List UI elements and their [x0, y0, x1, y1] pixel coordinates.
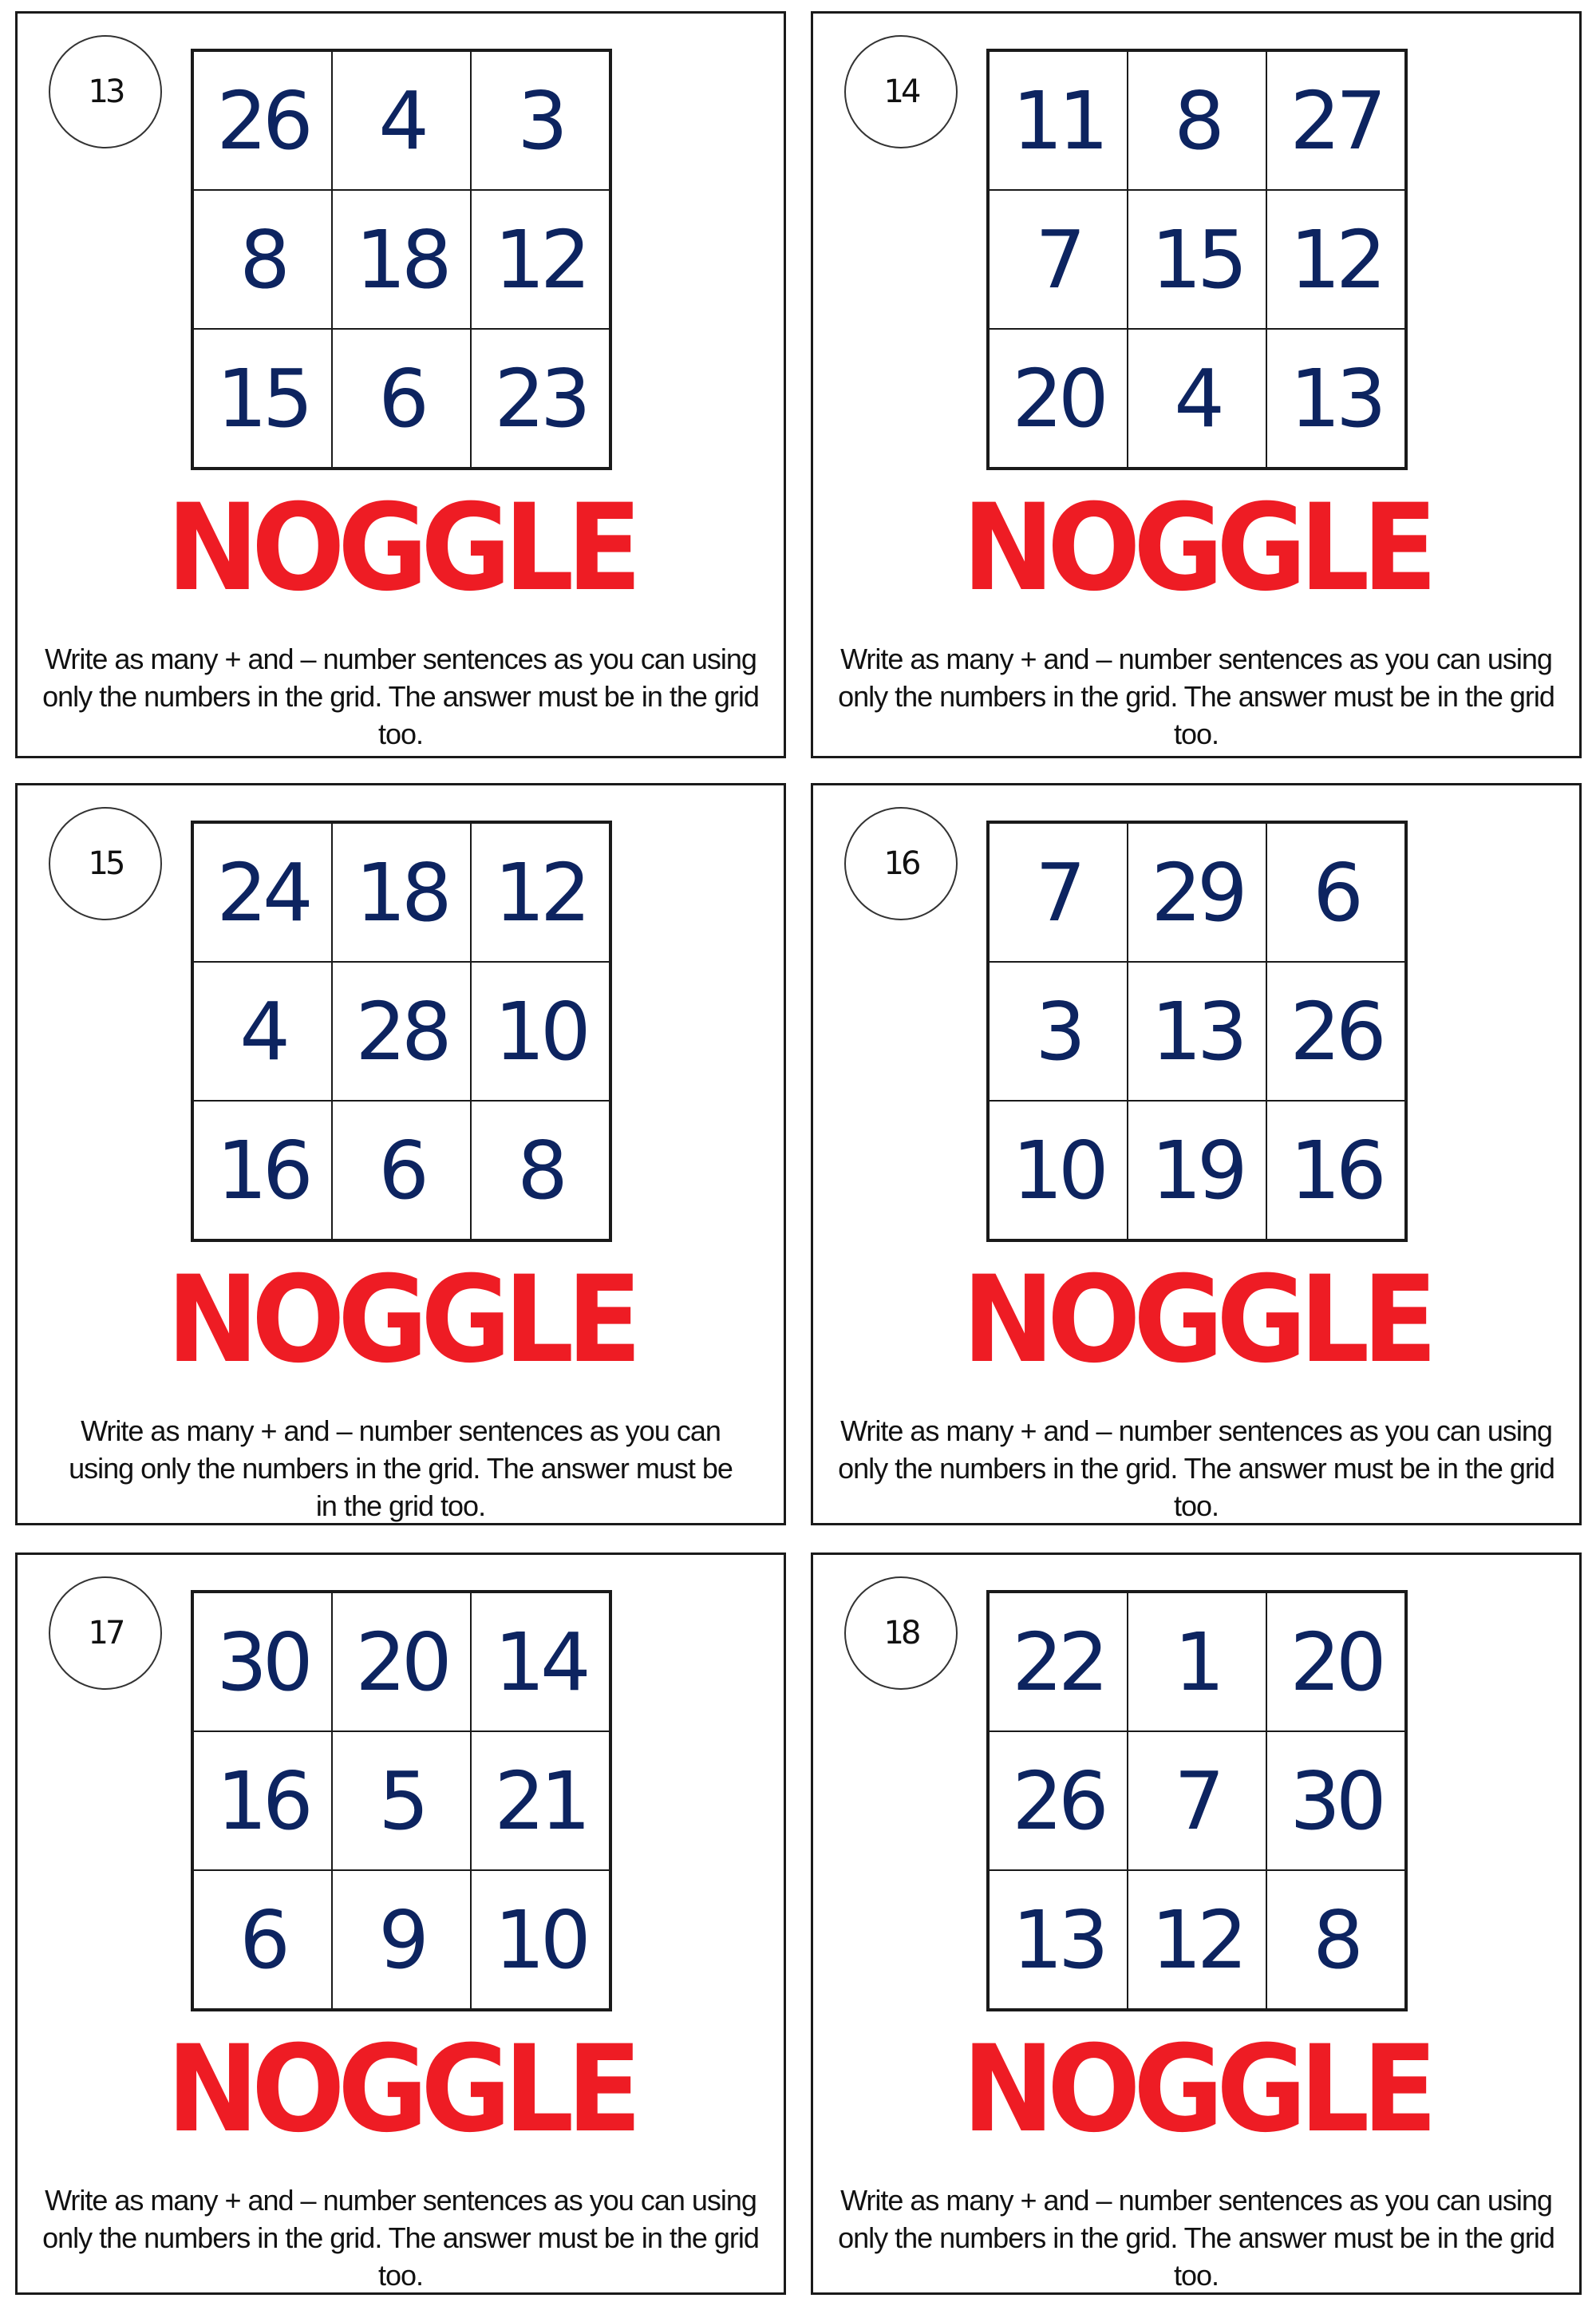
card-number-badge: 16: [844, 807, 958, 920]
instruction-text: Write as many + and – number sentences as you can using only the numbers in the grid. The answer must be in the grid too.: [42, 643, 759, 750]
grid-cell: 20: [332, 1592, 471, 1731]
grid-cell: 3: [471, 51, 610, 190]
grid-cell: 8: [193, 190, 332, 329]
grid-cell: 26: [989, 1731, 1128, 1870]
grid-cell: 12: [1128, 1870, 1266, 2009]
grid-cell: 13: [1128, 962, 1266, 1101]
grid-cell: 16: [1266, 1101, 1405, 1240]
grid-cell: 13: [1266, 329, 1405, 468]
noggle-card-13: [15, 11, 786, 758]
grid-cell: 8: [1266, 1870, 1405, 2009]
grid-cell: 4: [1128, 329, 1266, 468]
grid-cell: 26: [193, 51, 332, 190]
noggle-title: NOGGLE: [962, 2020, 1431, 2159]
grid-cell: 6: [193, 1870, 332, 2009]
grid-cell: 19: [1128, 1101, 1266, 1240]
grid-cell: 18: [332, 190, 471, 329]
grid-cell: 15: [193, 329, 332, 468]
instruction-text: Write as many + and – number sentences as you can using only the numbers in the grid. The answer must be in the grid too.: [69, 1414, 733, 1522]
noggle-card-16: [811, 783, 1582, 1525]
grid-cell: 10: [471, 1870, 610, 2009]
number-grid: [191, 821, 612, 1242]
grid-cell: 18: [332, 823, 471, 962]
noggle-card-17: [15, 1552, 786, 2295]
grid-cell: 12: [1266, 190, 1405, 329]
grid-cell: 24: [193, 823, 332, 962]
grid-cell: 4: [193, 962, 332, 1101]
noggle-title: NOGGLE: [166, 1251, 635, 1390]
grid-cell: 8: [1128, 51, 1266, 190]
grid-cell: 29: [1128, 823, 1266, 962]
noggle-title: NOGGLE: [166, 479, 635, 618]
grid-cell: 16: [193, 1731, 332, 1870]
card-number-badge: 18: [844, 1576, 958, 1690]
grid-cell: 8: [471, 1101, 610, 1240]
grid-cell: 4: [332, 51, 471, 190]
grid-cell: 21: [471, 1731, 610, 1870]
number-grid: [986, 821, 1408, 1242]
grid-cell: 6: [1266, 823, 1405, 962]
noggle-title: NOGGLE: [962, 479, 1431, 618]
grid-cell: 15: [1128, 190, 1266, 329]
grid-cell: 26: [1266, 962, 1405, 1101]
noggle-title: NOGGLE: [962, 1251, 1431, 1390]
grid-cell: 28: [332, 962, 471, 1101]
grid-cell: 22: [989, 1592, 1128, 1731]
noggle-title: NOGGLE: [166, 2020, 635, 2159]
grid-cell: 1: [1128, 1592, 1266, 1731]
grid-cell: 6: [332, 329, 471, 468]
grid-cell: 7: [989, 190, 1128, 329]
grid-cell: 6: [332, 1101, 471, 1240]
grid-cell: 16: [193, 1101, 332, 1240]
grid-cell: 9: [332, 1870, 471, 2009]
instruction-text: Write as many + and – number sentences as you can using only the numbers in the grid. The answer must be in the grid too.: [42, 2184, 759, 2292]
instruction-text: Write as many + and – number sentences as you can using only the numbers in the grid. The answer must be in the grid too.: [838, 643, 1555, 750]
number-grid: [986, 49, 1408, 470]
grid-cell: 12: [471, 190, 610, 329]
grid-cell: 3: [989, 962, 1128, 1101]
noggle-card-18: [811, 1552, 1582, 2295]
card-number-badge: 13: [49, 35, 162, 148]
grid-cell: 5: [332, 1731, 471, 1870]
card-number-badge: 17: [49, 1576, 162, 1690]
grid-cell: 11: [989, 51, 1128, 190]
grid-cell: 20: [989, 329, 1128, 468]
instruction-text: Write as many + and – number sentences as you can using only the numbers in the grid. The answer must be in the grid too.: [838, 1414, 1555, 1522]
grid-cell: 10: [471, 962, 610, 1101]
grid-cell: 20: [1266, 1592, 1405, 1731]
number-grid: [986, 1590, 1408, 2011]
grid-cell: 23: [471, 329, 610, 468]
grid-cell: 30: [193, 1592, 332, 1731]
number-grid: [191, 49, 612, 470]
noggle-card-15: [15, 783, 786, 1525]
grid-cell: 12: [471, 823, 610, 962]
grid-cell: 7: [989, 823, 1128, 962]
grid-cell: 10: [989, 1101, 1128, 1240]
grid-cell: 13: [989, 1870, 1128, 2009]
card-number-badge: 14: [844, 35, 958, 148]
card-number-badge: 15: [49, 807, 162, 920]
instruction-text: Write as many + and – number sentences as you can using only the numbers in the grid. The answer must be in the grid too.: [838, 2184, 1555, 2292]
grid-cell: 14: [471, 1592, 610, 1731]
number-grid: [191, 1590, 612, 2011]
grid-cell: 7: [1128, 1731, 1266, 1870]
noggle-card-14: [811, 11, 1582, 758]
grid-cell: 27: [1266, 51, 1405, 190]
grid-cell: 30: [1266, 1731, 1405, 1870]
